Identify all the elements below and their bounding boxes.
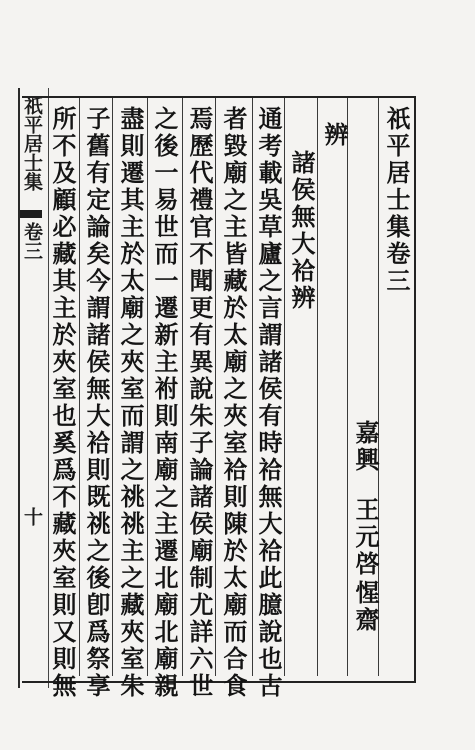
section-label: 辨 [320, 122, 349, 149]
compiler-place: 嘉興 [351, 420, 380, 474]
column-rule [252, 98, 253, 676]
body-line: 之後一易世而一遷新主祔則南廟之主遷北廟北廟親 [150, 106, 179, 700]
fold-page-number: 十 [21, 507, 43, 526]
body-line: 子舊有定論矣今謂諸侯無大祫則既祧之後卽爲祭享 [82, 106, 111, 700]
body-line: 所不及顧必藏其主於夾室也奚爲不藏夾室則又則無 [48, 106, 77, 700]
column-rule [284, 98, 285, 676]
column-rule [112, 98, 113, 676]
body-line: 焉歷代禮官不聞更有異說朱子論諸侯廟制尤詳六世 [185, 106, 214, 700]
column-rule [317, 98, 318, 676]
column-rule [182, 98, 183, 676]
fold-chapter: 卷三 [21, 222, 43, 260]
body-line: 者毀廟之主皆藏於太廟之夾室祫則陳於太廟而合食 [219, 106, 248, 700]
compiler-style-name: 惺齋 [351, 580, 380, 634]
column-rule [79, 98, 80, 676]
book-title: 祇平居士集卷三 [382, 106, 411, 295]
body-line: 盡則遷其主於太廟之夾室而謂之祧祧主之藏夾室朱 [116, 106, 145, 700]
column-rule [347, 98, 348, 676]
column-rule [215, 98, 216, 676]
column-rule [147, 98, 148, 676]
body-line: 通考載吳草廬之言謂諸侯有時祫無大祫此臆說也古 [254, 106, 283, 700]
fold-book-title: 祇平居士集 [21, 96, 43, 191]
compiler-name: 王元啓 [351, 497, 380, 578]
essay-title: 諸侯無大祫辨 [287, 150, 316, 312]
